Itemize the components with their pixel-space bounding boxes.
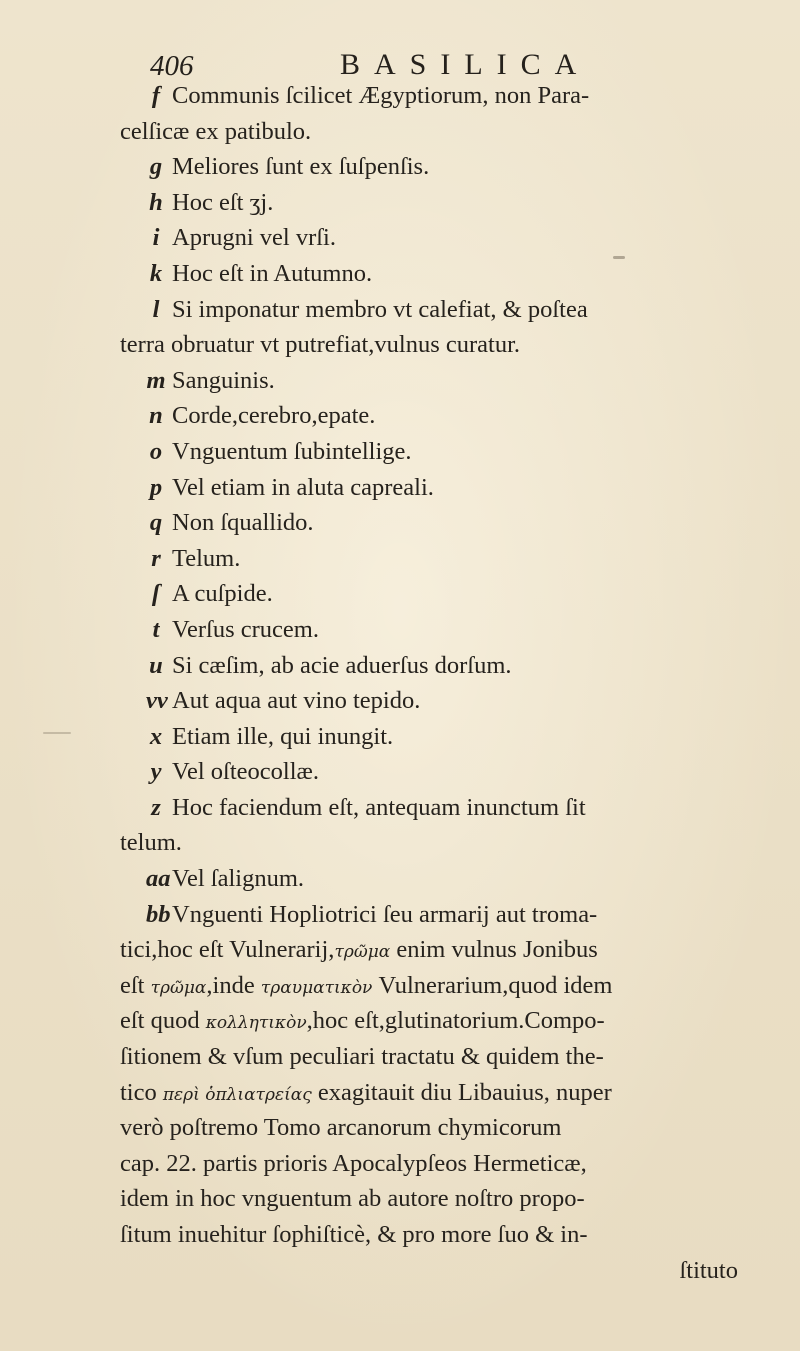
note-line [120,398,792,434]
note-continuation-line [120,1075,792,1111]
note-continuation-line [120,1217,792,1253]
note-text: Corde,cerebro,epate. [172,402,376,430]
note-text: ſitionem & vſum peculiari tractatu & quidem the- [120,1043,604,1071]
note-line [120,149,792,185]
note-text: Vnguentum ſubintellige. [172,437,412,465]
greek-word: περὶ ὁπλιατρείας [162,1084,312,1105]
note-line [120,470,792,506]
note-line [120,185,792,221]
note-letter: h [149,188,163,216]
note-text: terra obruatur vt putrefiat,vulnus curatur. [120,331,521,359]
note-continuation-line [120,1146,792,1182]
note-line [120,648,792,684]
note-continuation-line [120,327,792,363]
page-number: 406 [150,50,194,82]
note-letter: f [151,82,161,109]
note-text: ſitum inuehitur ſophiſticè, & pro more ſuo & in- [120,1221,588,1248]
greek-word: τρῶμα [150,977,207,998]
note-letter: vv [146,687,168,715]
note-text: Vel oſteocollæ. [172,758,319,786]
note-line [120,363,792,399]
note-letter: g [149,153,163,181]
note-line [120,220,792,256]
note-text: tico περὶ ὁπλιατρείας exagitauit diu Libauius, nuper [120,1078,612,1106]
greek-word: τραυματικὸν [260,977,373,998]
note-text: Si imponatur membro vt calefiat, & poſtea [172,295,588,323]
catchword: ſtituto [679,1256,738,1284]
note-line [120,505,792,541]
note-line [120,292,792,328]
note-text: Aprugni vel vrſi. [172,224,336,252]
note-letter: u [149,651,163,679]
note-letter: n [149,402,163,430]
note-text: eſt quod κολλητικὸν,hoc eſt,glutinatorium.Compo- [120,1007,605,1035]
note-line [120,897,792,933]
note-text: Hoc eſt in Autumno. [172,259,373,287]
note-letter: o [149,437,163,465]
margin-mark [43,732,71,734]
note-letter: l [152,295,160,323]
note-line [120,754,792,790]
note-line [120,861,792,897]
note-continuation-line [120,932,792,968]
note-text: Si cæſim, ab acie aduerſus dorſum. [172,651,512,679]
note-text: Hoc eſt ʒj. [172,188,274,216]
note-text: tici,hoc eſt Vulnerarij,τρῶμα enim vulnus Jonibus [120,936,598,964]
note-text: Communis ſcilicet Ægyptiorum, non Para- [172,82,590,109]
note-text: Verſus crucem. [172,615,319,643]
note-text: Vel etiam in aluta capreali. [172,473,434,501]
note-line [120,434,792,470]
note-letter: aa [146,865,171,893]
note-continuation-line [120,1110,792,1146]
note-text: celſicæ ex patibulo. [120,117,312,145]
note-continuation-line [120,825,792,861]
note-continuation-line [120,114,792,150]
note-letter: ſ [151,580,161,608]
note-line [120,719,792,755]
note-text: Telum. [172,544,241,572]
note-line [120,541,792,577]
note-letter: k [149,259,163,287]
note-letter: z [151,793,161,821]
note-continuation-line [120,1181,792,1217]
greek-word: κολλητικὸν [205,1013,307,1034]
note-letter: bb [146,900,171,928]
note-text: cap. 22. partis prioris Apocalypſeos Hermeticæ, [120,1149,587,1177]
note-line [120,612,792,648]
note-text: Aut aqua aut vino tepido. [172,687,421,715]
note-letter: m [146,366,166,394]
note-text: Vel ſalignum. [172,865,305,893]
note-text: Meliores ſunt ex ſuſpenſis. [172,153,430,181]
note-continuation-line [120,1039,792,1075]
note-text: telum. [120,829,182,857]
ink-speck [613,256,625,259]
annotation-notes [120,78,792,1350]
note-line [120,790,792,826]
note-letter: x [149,722,163,750]
note-text: Etiam ille, qui inungit. [172,722,394,750]
note-text: eſt τρῶμα,inde τραυματικὸν Vulnerarium,quod idem [120,971,613,999]
greek-word: τρῶμα [334,942,391,963]
note-line [120,683,792,719]
note-line [120,576,792,612]
note-text: Non ſquallido. [172,509,314,537]
note-letter: p [149,473,163,501]
running-title: BASILICA [340,48,591,81]
note-letter: y [150,758,162,786]
note-letter: t [152,615,160,643]
note-letter: i [152,224,160,252]
note-text: Sanguinis. [172,366,275,394]
note-line [120,256,792,292]
note-continuation-line [120,1003,792,1039]
note-text: Hoc faciendum eſt, antequam inunctum ſit [172,793,586,821]
note-letter: r [151,544,161,572]
note-continuation-line [120,968,792,1004]
note-text: verò poſtremo Tomo arcanorum chymicorum [120,1114,562,1142]
note-letter: q [149,509,163,537]
note-text: idem in hoc vnguentum ab autore noſtro propo- [120,1185,585,1213]
note-text: Vnguenti Hopliotrici ſeu armarij aut troma- [172,900,598,928]
note-line [120,78,792,114]
note-text: A cuſpide. [172,580,273,608]
